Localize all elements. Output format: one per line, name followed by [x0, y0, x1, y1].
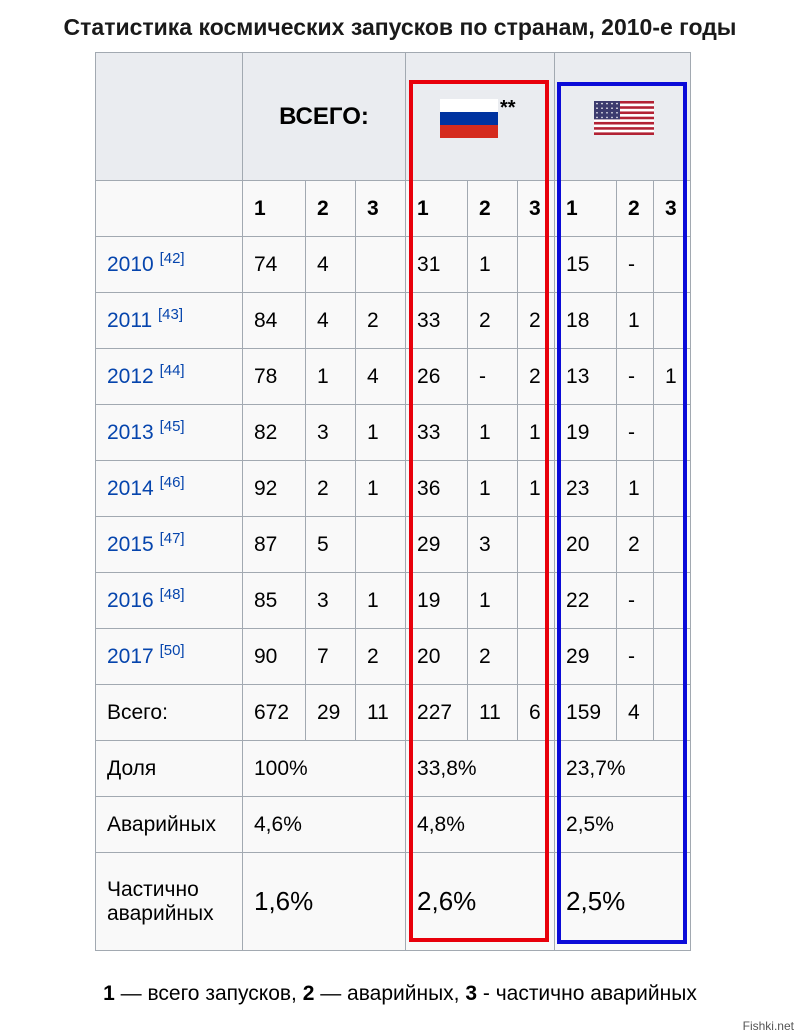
data-cell: 18	[555, 293, 617, 349]
data-cell: 2	[518, 349, 555, 405]
data-cell: 13	[555, 349, 617, 405]
data-cell: -	[617, 629, 654, 685]
subheader-cell: 2	[617, 181, 654, 237]
subheader-cell: 3	[654, 181, 691, 237]
data-cell: 15	[555, 237, 617, 293]
reference-link[interactable]: [47]	[159, 529, 185, 547]
year-link[interactable]: 2017	[107, 644, 154, 668]
data-cell: 2	[468, 293, 518, 349]
data-cell	[356, 237, 406, 293]
subheader-cell: 1	[555, 181, 617, 237]
subheader-cell: 3	[518, 181, 555, 237]
russia-highlight-box	[409, 80, 549, 942]
data-cell: 2	[617, 517, 654, 573]
year-cell	[96, 293, 243, 349]
data-cell: 87	[243, 517, 306, 573]
crash-russia: 4,8%	[406, 797, 555, 853]
data-cell: 1	[356, 461, 406, 517]
data-cell	[356, 517, 406, 573]
reference-link[interactable]: [45]	[159, 417, 185, 435]
partial-label-line2: аварийных	[107, 901, 214, 925]
legend-num-2: 2	[302, 982, 315, 1005]
share-russia: 33,8%	[406, 741, 555, 797]
share-usa: 23,7%	[555, 741, 691, 797]
data-cell: 92	[243, 461, 306, 517]
data-cell: 4	[356, 349, 406, 405]
reference-link[interactable]: [50]	[159, 641, 185, 659]
data-cell: 4	[617, 685, 654, 741]
totals-label: Всего:	[96, 685, 243, 741]
data-cell: -	[617, 573, 654, 629]
data-cell: 22	[555, 573, 617, 629]
share-all: 100%	[243, 741, 406, 797]
subheader-empty	[96, 181, 243, 237]
data-cell: 159	[555, 685, 617, 741]
data-cell: 29	[555, 629, 617, 685]
partial-label	[96, 853, 243, 951]
data-cell: 1	[468, 573, 518, 629]
legend-text-2: — аварийных,	[314, 982, 466, 1005]
legend-text-1: — всего запусков,	[114, 982, 303, 1005]
data-cell: 82	[243, 405, 306, 461]
data-cell: 4	[306, 293, 356, 349]
year-cell	[96, 349, 243, 405]
data-cell: 11	[468, 685, 518, 741]
data-cell: 227	[406, 685, 468, 741]
data-cell: 31	[406, 237, 468, 293]
year-link[interactable]: 2010	[107, 252, 154, 276]
data-cell: 1	[617, 293, 654, 349]
year-cell	[96, 517, 243, 573]
year-link[interactable]: 2012	[107, 364, 154, 388]
usa-highlight-box	[557, 82, 687, 944]
data-cell: 1	[518, 405, 555, 461]
data-cell: 3	[306, 405, 356, 461]
data-cell: 20	[406, 629, 468, 685]
data-cell: 19	[555, 405, 617, 461]
data-cell: 4	[306, 237, 356, 293]
watermark: Fishki.net	[742, 1019, 794, 1033]
data-cell: 90	[243, 629, 306, 685]
year-link[interactable]: 2016	[107, 588, 154, 612]
year-link[interactable]: 2014	[107, 476, 154, 500]
reference-link[interactable]: [46]	[159, 473, 185, 491]
data-cell: 84	[243, 293, 306, 349]
data-cell: 78	[243, 349, 306, 405]
data-cell: 1	[518, 461, 555, 517]
data-cell: 20	[555, 517, 617, 573]
data-cell: 29	[306, 685, 356, 741]
subheader-cell: 2	[468, 181, 518, 237]
data-cell: 1	[468, 461, 518, 517]
data-cell: 1	[356, 573, 406, 629]
data-cell: -	[617, 405, 654, 461]
data-cell: 2	[356, 629, 406, 685]
data-cell: 19	[406, 573, 468, 629]
year-cell	[96, 573, 243, 629]
crash-all: 4,6%	[243, 797, 406, 853]
legend-text-3: - частично аварийных	[477, 982, 697, 1005]
data-cell: 1	[654, 349, 691, 405]
data-cell: 2	[518, 293, 555, 349]
year-link[interactable]: 2011	[107, 308, 153, 332]
data-cell: 2	[306, 461, 356, 517]
year-link[interactable]: 2013	[107, 420, 154, 444]
data-cell: 29	[406, 517, 468, 573]
legend-num-3: 3	[465, 982, 478, 1005]
data-cell: 5	[306, 517, 356, 573]
data-cell: 6	[518, 685, 555, 741]
data-cell: 11	[356, 685, 406, 741]
partial-all: 1,6%	[243, 853, 406, 951]
data-cell: 1	[306, 349, 356, 405]
data-cell: 2	[356, 293, 406, 349]
reference-link[interactable]: [48]	[159, 585, 185, 603]
data-cell: 2	[468, 629, 518, 685]
reference-link[interactable]: [44]	[159, 361, 185, 379]
crash-label: Аварийных	[96, 797, 243, 853]
data-cell: 3	[468, 517, 518, 573]
partial-usa: 2,5%	[555, 853, 691, 951]
corner-cell	[96, 53, 243, 181]
year-link[interactable]: 2015	[107, 532, 154, 556]
total-header: ВСЕГО:	[243, 53, 406, 181]
data-cell: 26	[406, 349, 468, 405]
data-cell: 23	[555, 461, 617, 517]
year-cell	[96, 405, 243, 461]
reference-link[interactable]: [43]	[158, 305, 184, 323]
share-label: Доля	[96, 741, 243, 797]
data-cell: 1	[468, 405, 518, 461]
partial-label-line1: Частично	[107, 877, 199, 901]
russia-footnote-marks: **	[500, 97, 516, 119]
subheader-cell: 3	[356, 181, 406, 237]
reference-link[interactable]: [42]	[159, 249, 185, 267]
data-cell: 36	[406, 461, 468, 517]
data-cell: 1	[617, 461, 654, 517]
data-cell: 33	[406, 293, 468, 349]
year-cell	[96, 461, 243, 517]
data-cell: 1	[356, 405, 406, 461]
data-cell: 85	[243, 573, 306, 629]
subheader-cell: 2	[306, 181, 356, 237]
crash-usa: 2,5%	[555, 797, 691, 853]
year-cell	[96, 629, 243, 685]
data-cell: -	[617, 237, 654, 293]
data-cell: 3	[306, 573, 356, 629]
legend-num-1: 1	[103, 982, 115, 1005]
legend	[0, 982, 800, 1006]
page-title: Статистика космических запусков по странам, 2010-е годы	[63, 14, 737, 40]
partial-russia: 2,6%	[406, 853, 555, 951]
data-cell: 74	[243, 237, 306, 293]
data-cell: 1	[468, 237, 518, 293]
data-cell: -	[617, 349, 654, 405]
data-cell: 672	[243, 685, 306, 741]
data-cell: 7	[306, 629, 356, 685]
year-cell	[96, 237, 243, 293]
subheader-cell: 1	[406, 181, 468, 237]
subheader-cell: 1	[243, 181, 306, 237]
data-cell: -	[468, 349, 518, 405]
data-cell: 33	[406, 405, 468, 461]
